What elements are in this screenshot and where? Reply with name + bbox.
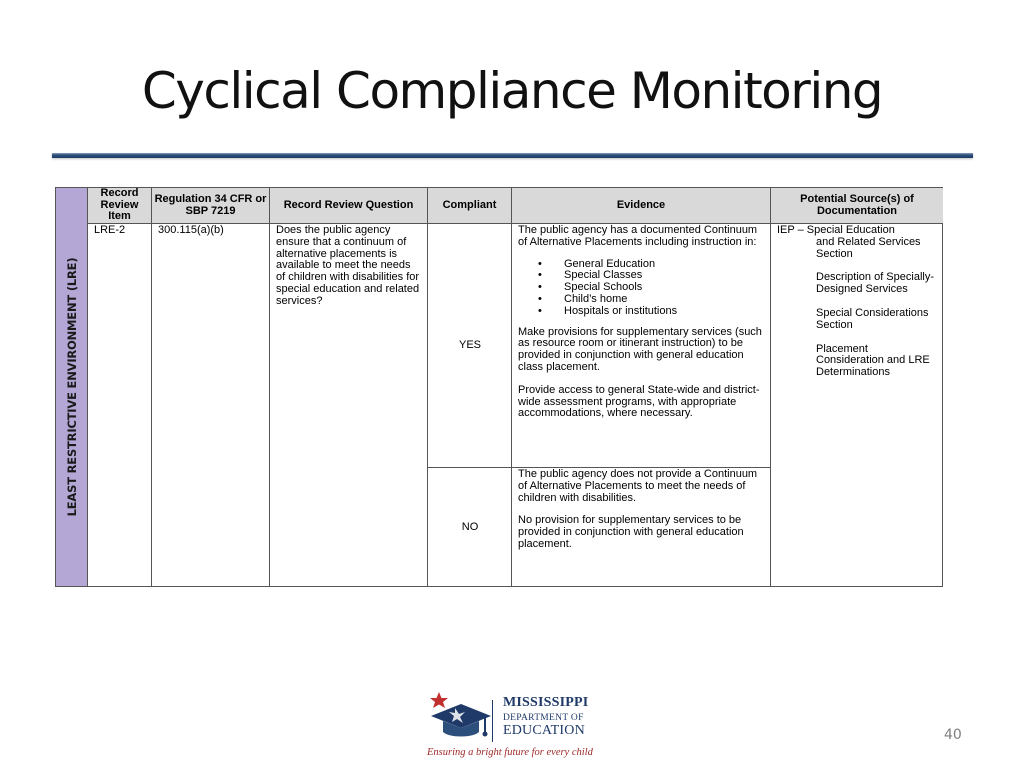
logo-text-mississippi: MISSISSIPPI bbox=[503, 695, 589, 710]
logo-text-department: DEPARTMENT OF bbox=[503, 713, 584, 723]
source-specially-designed: Description of Specially-Designed Services bbox=[816, 271, 934, 296]
logo-tagline: Ensuring a bright future for every child bbox=[427, 747, 593, 758]
evidence-yes-supplementary: Make provisions for supplementary services (such as resource room or itinerant instruction) to be provided in conjunction with general education class placement. bbox=[518, 325, 762, 373]
item-id: LRE-2 bbox=[94, 224, 126, 236]
header-evidence: Evidence bbox=[512, 188, 771, 224]
source-iep-section: and Related Services Section bbox=[816, 235, 921, 260]
list-item: • General Education bbox=[538, 257, 656, 270]
source-iep-title: IEP – Special Education bbox=[777, 224, 895, 236]
list-item: • Special Classes bbox=[538, 269, 643, 282]
category-band bbox=[56, 188, 88, 586]
question-cell bbox=[270, 224, 428, 586]
item-cell bbox=[88, 224, 152, 586]
compliant-yes-label: YES bbox=[458, 339, 481, 351]
mde-logo bbox=[425, 690, 605, 762]
bullet-icon: • bbox=[538, 304, 542, 317]
header-sources: Potential Source(s) of Documentation bbox=[771, 188, 943, 224]
bullet-icon: • bbox=[538, 257, 542, 270]
sources-cell bbox=[771, 224, 943, 586]
evidence-yes-assessment: Provide access to general State-wide and district-wide assessment programs, with appropriate accommodations, where necessary. bbox=[518, 383, 760, 420]
title-divider bbox=[52, 153, 973, 158]
header-question: Record Review Question bbox=[270, 188, 428, 224]
page-number: 40 bbox=[944, 727, 962, 743]
header-compliant: Compliant bbox=[428, 188, 512, 224]
compliant-no-cell bbox=[428, 468, 512, 586]
list-item: • Child’s home bbox=[538, 292, 628, 305]
evidence-no-continuum: The public agency does not provide a Continuum of Alternative Placements to meet the needs of children with disabilities. bbox=[518, 468, 758, 504]
category-label: LEAST RESTRICTIVE ENVIRONMENT (LRE) bbox=[65, 257, 79, 517]
graduation-cap-star-icon bbox=[425, 690, 493, 750]
compliant-no-label: NO bbox=[461, 521, 479, 533]
evidence-yes-intro: The public agency has a documented Continuum of Alternative Placements including instruction in: bbox=[518, 224, 758, 248]
list-item: • Hospitals or institutions bbox=[538, 304, 678, 317]
evidence-yes-cell bbox=[512, 224, 771, 468]
header-regulation: Regulation 34 CFR or SBP 7219 bbox=[152, 188, 270, 224]
evidence-no-supplementary: No provision for supplementary services to be provided in conjunction with general education placement. bbox=[518, 514, 744, 550]
bullet-icon: • bbox=[538, 269, 542, 282]
slide-title: Cyclical Compliance Monitoring bbox=[141, 62, 883, 120]
placement-list bbox=[538, 259, 764, 318]
source-placement-lre: Placement Consideration and LRE Determinations bbox=[816, 342, 930, 379]
bullet-icon: • bbox=[538, 292, 542, 305]
evidence-no-cell bbox=[512, 468, 771, 586]
list-item: • Special Schools bbox=[538, 281, 643, 294]
question-text: Does the public agency ensure that a continuum of alternative placements is available to meet the needs of children with disabilities for special education and related services? bbox=[276, 224, 420, 307]
regulation-cell bbox=[152, 224, 270, 586]
source-special-considerations: Special Considerations Section bbox=[816, 306, 929, 331]
compliant-yes-cell bbox=[428, 224, 512, 468]
logo-text-education: EDUCATION bbox=[503, 723, 585, 738]
header-record-review-item: Record Review Item bbox=[88, 188, 152, 224]
regulation-ref: 300.115(a)(b) bbox=[158, 224, 224, 236]
bullet-icon: • bbox=[538, 281, 542, 294]
compliance-table bbox=[55, 187, 943, 587]
